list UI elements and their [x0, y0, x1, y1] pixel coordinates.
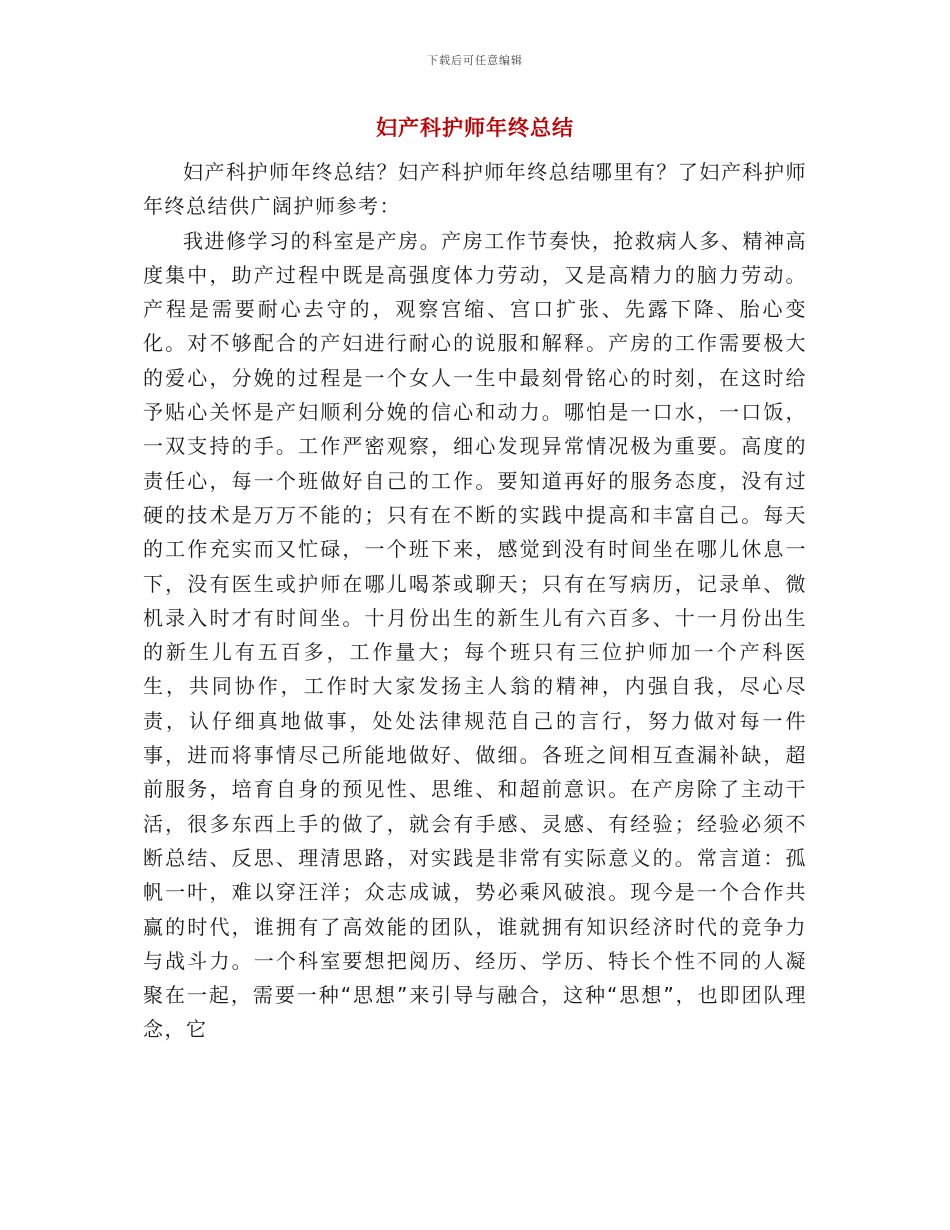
main-paragraph: 我进修学习的科室是产房。产房工作节奏快，抢救病人多、精神高度集中，助产过程中既是高强度体力劳动，又是高精力的脑力劳动。产程是需要耐心去守的，观察宫缩、宫口扩张、先露下降、胎心变化。对不够配合的产妇进行耐心的说服和解释。产房的工作需要极大的爱心，分娩的过程是一个女人一生中最刻骨铭心的时刻，在这时给予贴心关怀是产妇顺利分娩的信心和动力。哪怕是一口水，一口饭，一双支持的手。工作严密观察，细心发现异常情况极为重要。高度的责任心，每一个班做好自己的工作。要知道再好的服务态度，没有过硬的技术是万万不能的；只有在不断的实践中提高和丰富自己。每天的工作充实而又忙碌，一个班下来，感觉到没有时间坐在哪儿休息一下，没有医生或护师在哪儿喝茶或聊天；只有在写病历，记录单、微机录入时才有时间坐。十月份出生的新生儿有六百多、十一月份出生的新生儿有五百多，工作量大；每个班只有三位护师加一个产科医生，共同协作，工作时大家发扬主人翁的精神，内强自我，尽心尽责，认仔细真地做事，处处法律规范自己的言行，努力做对每一件事，进而将事情尽己所能地做好、做细。各班之间相互查漏补缺，超前服务，培育自身的预见性、思维、和超前意识。在产房除了主动干活，很多东西上手的做了，就会有手感、灵感、有经验；经验必须不断总结、反思、理清思路，对实践是非常有实际意义的。常言道：孤帆一叶，难以穿汪洋；众志成诚，势必乘风破浪。现今是一个合作共赢的时代，谁拥有了高效能的团队，谁就拥有知识经济时代的竞争力与战斗力。一个科室要想把阅历、经历、学历、特长个性不同的人凝聚在一起，需要一种“思想”来引导与融合，这种“思想”，也即团队理念，它	[143, 228, 807, 1042]
header-note: 下载后可任意编辑	[427, 54, 523, 67]
document-body	[143, 155, 807, 1047]
document-title: 妇产科护师年终总结	[376, 116, 574, 140]
intro-paragraph: 妇产科护师年终总结？妇产科护师年终总结哪里有？了妇产科护师年终总结供广阔护师参考：	[143, 160, 807, 219]
